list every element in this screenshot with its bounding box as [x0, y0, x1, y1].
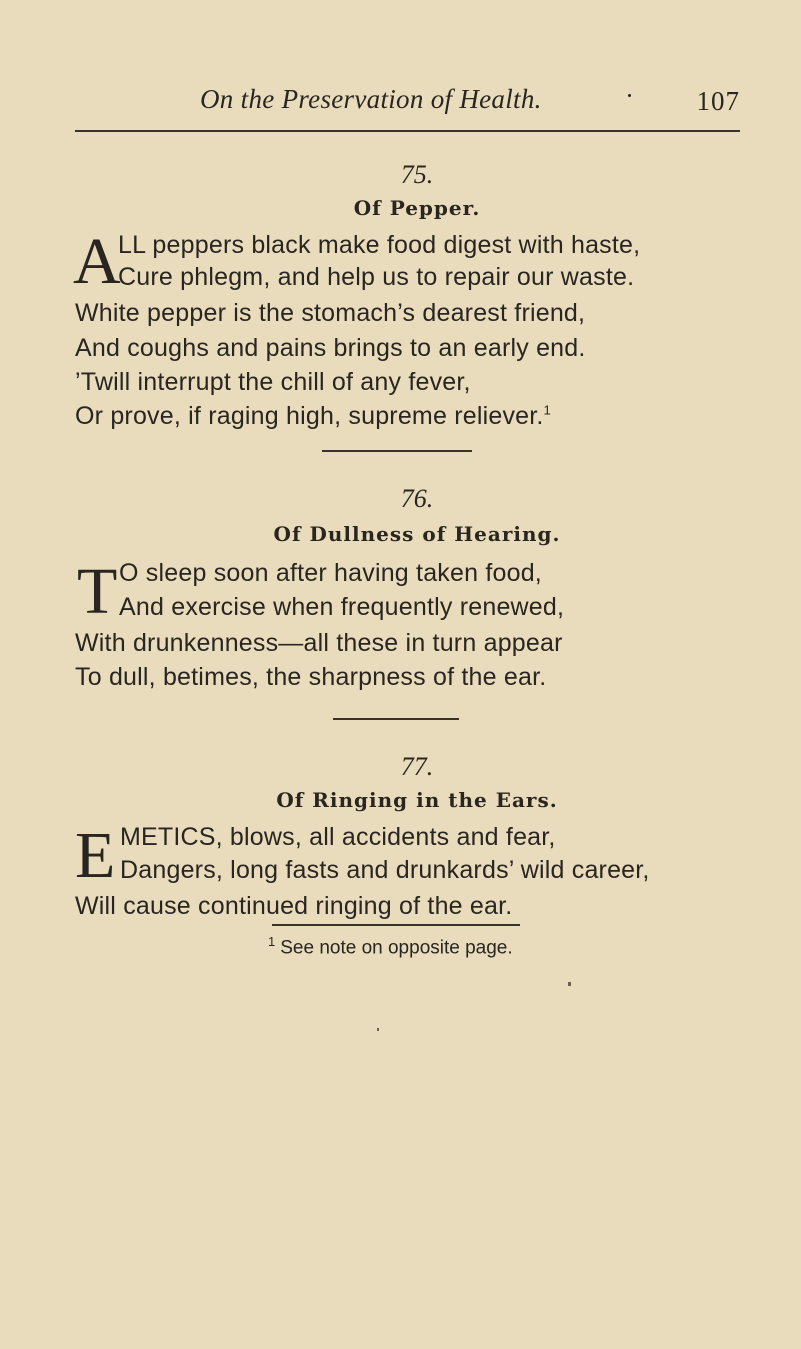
verse-line: ’Twill interrupt the chill of any fever, [75, 368, 471, 396]
verse-line: O sleep soon after having taken food, [119, 559, 542, 587]
section-number: 77. [400, 752, 434, 781]
running-head: On the Preservation of Health. [200, 84, 542, 114]
verse-line: Cure phlegm, and help us to repair our waste. [118, 263, 635, 291]
drop-cap: T [77, 555, 118, 628]
drop-cap: A [73, 225, 121, 298]
ink-speck [377, 1028, 379, 1031]
ink-speck [568, 982, 571, 986]
ink-speck [628, 94, 631, 97]
verse-line: And coughs and pains brings to an early end. [75, 334, 586, 362]
section-title: Of Ringing in the Ears. [276, 788, 558, 812]
footnote-mark: 1 [543, 402, 551, 418]
section-title: Of Dullness of Hearing. [273, 522, 561, 546]
footnote-rule [272, 924, 520, 926]
drop-cap: E [75, 819, 116, 892]
section-divider [322, 450, 472, 452]
section-number: 75. [400, 160, 434, 189]
verse-line: LL peppers black make food digest with haste, [118, 231, 641, 259]
verse-line: Or prove, if raging high, supreme reliever.$^1$ [75, 402, 551, 430]
footnote-text: See note on opposite page. [280, 937, 513, 959]
verse-line: Dangers, long fasts and drunkards’ wild career, [120, 856, 650, 884]
footnote-number: 1 [268, 934, 276, 949]
page-header [200, 84, 740, 120]
section-number: 76. [400, 484, 434, 513]
page-number: 107 [696, 86, 740, 116]
verse-line: METICS, blows, all accidents and fear, [120, 823, 556, 851]
verse-line: White pepper is the stomach’s dearest friend, [75, 299, 586, 327]
header-rule [75, 130, 740, 132]
footnote [268, 934, 513, 959]
verse-line: And exercise when frequently renewed, [119, 593, 565, 621]
verse-line: Will cause continued ringing of the ear. [75, 892, 513, 920]
verse-line: To dull, betimes, the sharpness of the ear. [75, 663, 547, 691]
section-divider [333, 718, 459, 720]
section-title: Of Pepper. [353, 196, 481, 220]
verse-line: With drunkenness—all these in turn appear [75, 629, 563, 657]
